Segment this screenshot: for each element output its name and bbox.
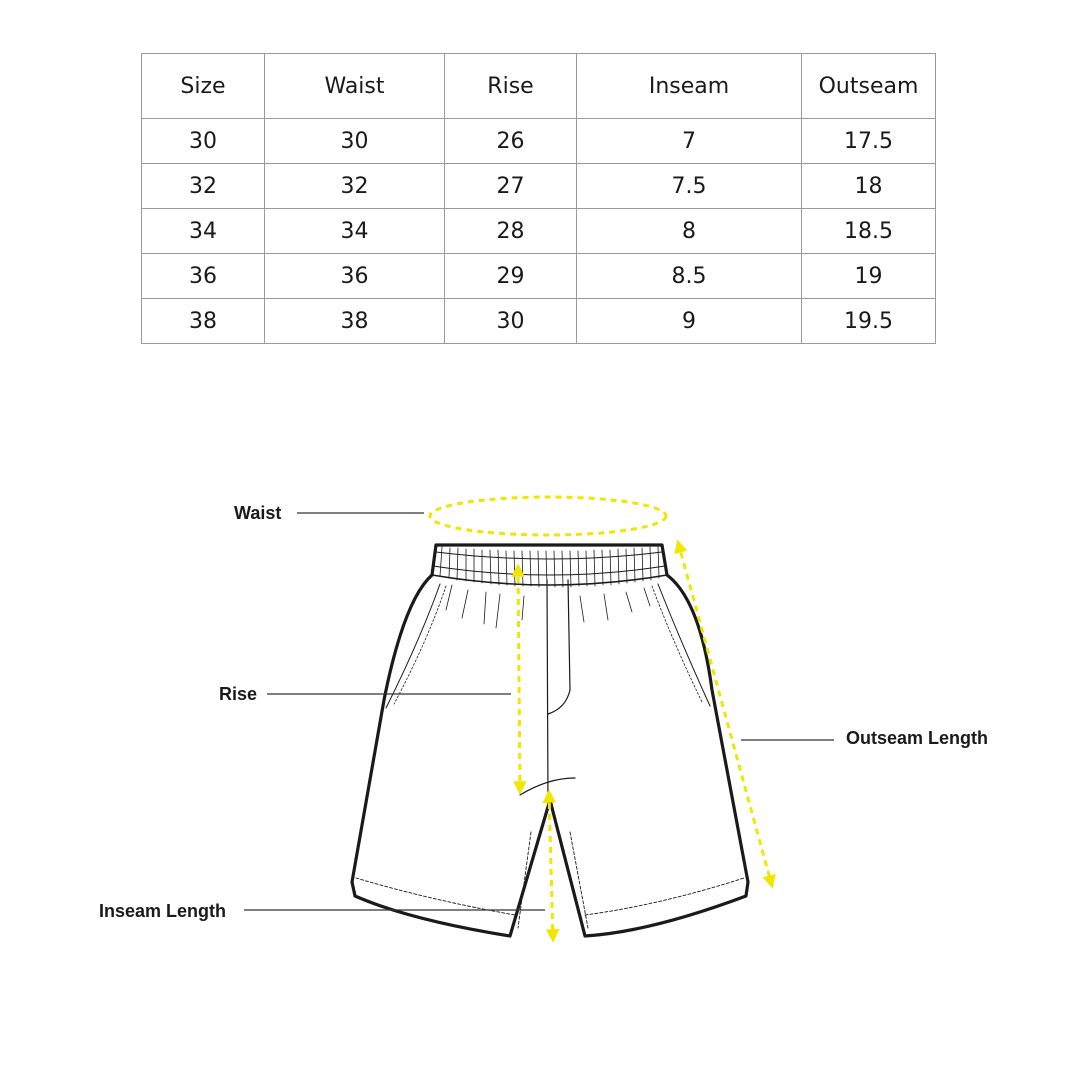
inseam-label: Inseam Length [99, 901, 227, 921]
rise-label: Rise [219, 684, 258, 704]
cell-outseam: 18 [802, 164, 936, 209]
cell-inseam: 7.5 [577, 164, 802, 209]
header-inseam: Inseam [577, 54, 802, 119]
cell-outseam: 19 [802, 254, 936, 299]
waist-measure-ellipse [430, 497, 666, 535]
cell-waist: 36 [265, 254, 445, 299]
rise-measure-arrow [518, 566, 520, 792]
cell-inseam: 8.5 [577, 254, 802, 299]
cell-rise: 29 [445, 254, 577, 299]
cell-waist: 32 [265, 164, 445, 209]
cell-waist: 30 [265, 119, 445, 164]
cell-inseam: 9 [577, 299, 802, 344]
header-waist: Waist [265, 54, 445, 119]
shorts-outline [352, 545, 748, 936]
cell-size: 34 [142, 209, 265, 254]
cell-inseam: 8 [577, 209, 802, 254]
cell-outseam: 19.5 [802, 299, 936, 344]
waist-label: Waist [234, 503, 282, 523]
cell-size: 32 [142, 164, 265, 209]
cell-rise: 28 [445, 209, 577, 254]
cell-size: 38 [142, 299, 265, 344]
cell-waist: 34 [265, 209, 445, 254]
cell-waist: 38 [265, 299, 445, 344]
cell-outseam: 18.5 [802, 209, 936, 254]
shorts-illustration [352, 545, 748, 936]
cell-rise: 26 [445, 119, 577, 164]
cell-inseam: 7 [577, 119, 802, 164]
header-rise: Rise [445, 54, 577, 119]
outseam-label: Outseam Length [846, 728, 989, 748]
cell-size: 30 [142, 119, 265, 164]
header-size: Size [142, 54, 265, 119]
cell-rise: 30 [445, 299, 577, 344]
cell-size: 36 [142, 254, 265, 299]
cell-outseam: 17.5 [802, 119, 936, 164]
header-outseam: Outseam [802, 54, 936, 119]
cell-rise: 27 [445, 164, 577, 209]
